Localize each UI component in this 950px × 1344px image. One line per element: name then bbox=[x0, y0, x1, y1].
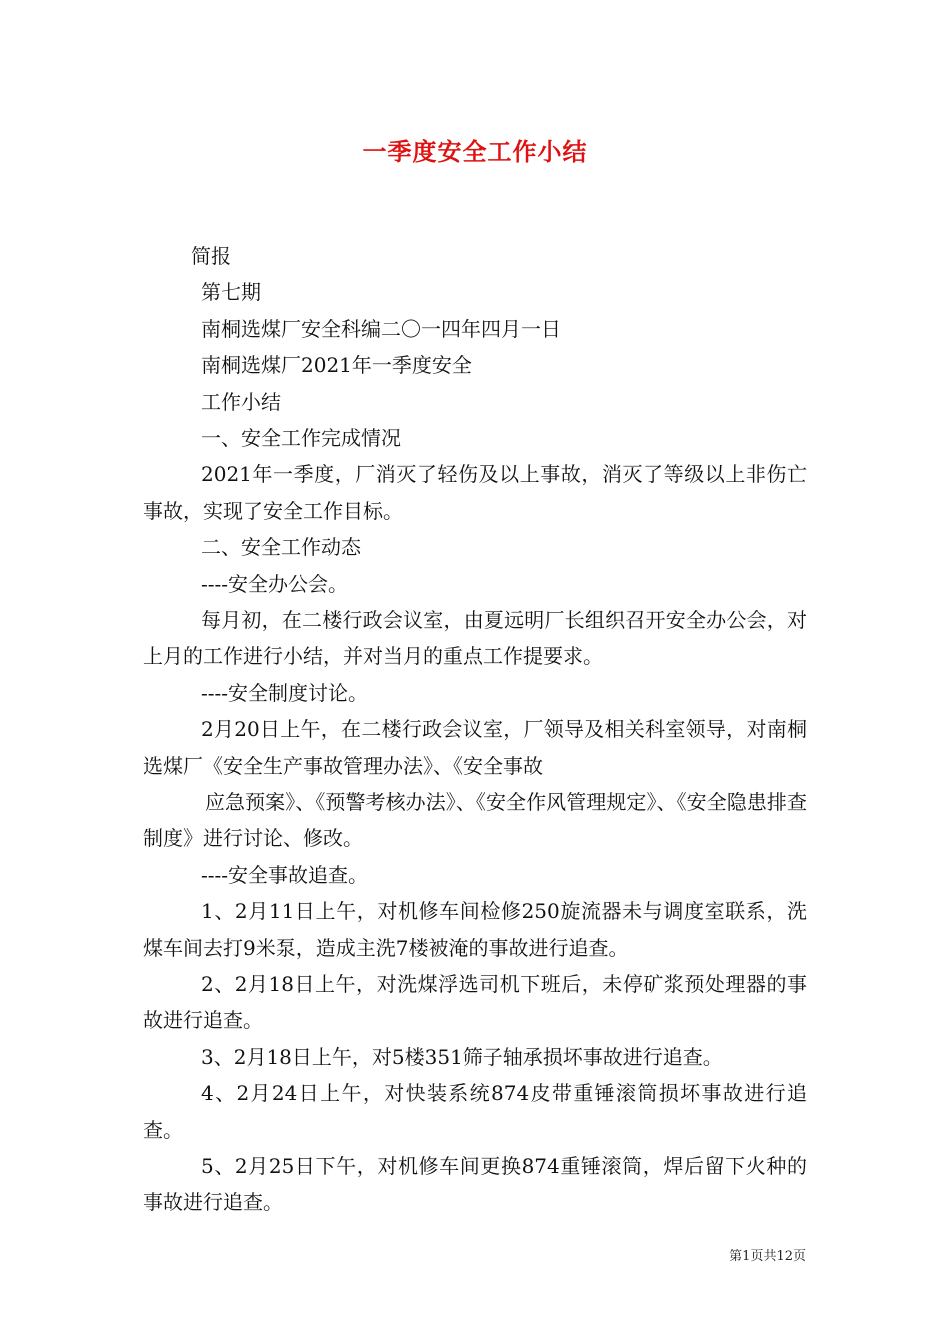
paragraph: 第七期 bbox=[201, 280, 261, 305]
paragraph: ----安全制度讨论。 bbox=[201, 680, 369, 705]
paragraph: 1、2月11日上午，对机修车间检修250旋流器未与调度室联系，洗煤车间去打9米泵，造成主洗7楼被淹的事故进行追查。 bbox=[143, 899, 807, 960]
paragraph: 二、安全工作动态 bbox=[201, 535, 361, 560]
paragraph: 南桐选煤厂2021年一季度安全 bbox=[201, 353, 472, 378]
document-title: 一季度安全工作小结 bbox=[362, 137, 588, 166]
paragraph: 一、安全工作完成情况 bbox=[201, 425, 401, 450]
paragraph: 南桐选煤厂安全科编二〇一四年四月一日 bbox=[201, 316, 561, 341]
paragraph: 2、2月18日上午，对洗煤浮选司机下班后，未停矿浆预处理器的事故进行追查。 bbox=[143, 971, 807, 1033]
paragraph: ----安全办公会。 bbox=[201, 571, 349, 596]
document-body bbox=[143, 238, 807, 1221]
paragraph: 3、2月18日上午，对5楼351筛子轴承损坏事故进行追查。 bbox=[201, 1044, 723, 1069]
paragraph: 5、2月25日下午，对机修车间更换874重锤滚筒，焊后留下火种的事故进行追查。 bbox=[143, 1154, 807, 1215]
page-number: 第1页共12页 bbox=[729, 1249, 806, 1264]
paragraph: 2月20日上午，在二楼行政会议室，厂领导及相关科室领导，对南桐选煤厂《安全生产事故管理办法》、《安全事故 bbox=[143, 717, 807, 778]
paragraph: 工作小结 bbox=[201, 389, 281, 414]
paragraph: 每月初，在二楼行政会议室，由夏远明厂长组织召开安全办公会，对上月的工作进行小结，并对当月的重点工作提要求。 bbox=[143, 607, 807, 669]
paragraph: 简报 bbox=[191, 244, 231, 268]
paragraph: 2021年一季度，厂消灭了轻伤及以上事故，消灭了等级以上非伤亡事故，实现了安全工作目标。 bbox=[143, 462, 807, 523]
paragraph: 4、2月24日上午，对快装系统874皮带重锤滚筒损坏事故进行追查。 bbox=[143, 1081, 807, 1142]
paragraph: 应急预案》、《预警考核办法》、《安全作风管理规定》、《安全隐患排查制度》进行讨论、修改。 bbox=[143, 789, 807, 851]
paragraph: ----安全事故追查。 bbox=[201, 862, 369, 887]
